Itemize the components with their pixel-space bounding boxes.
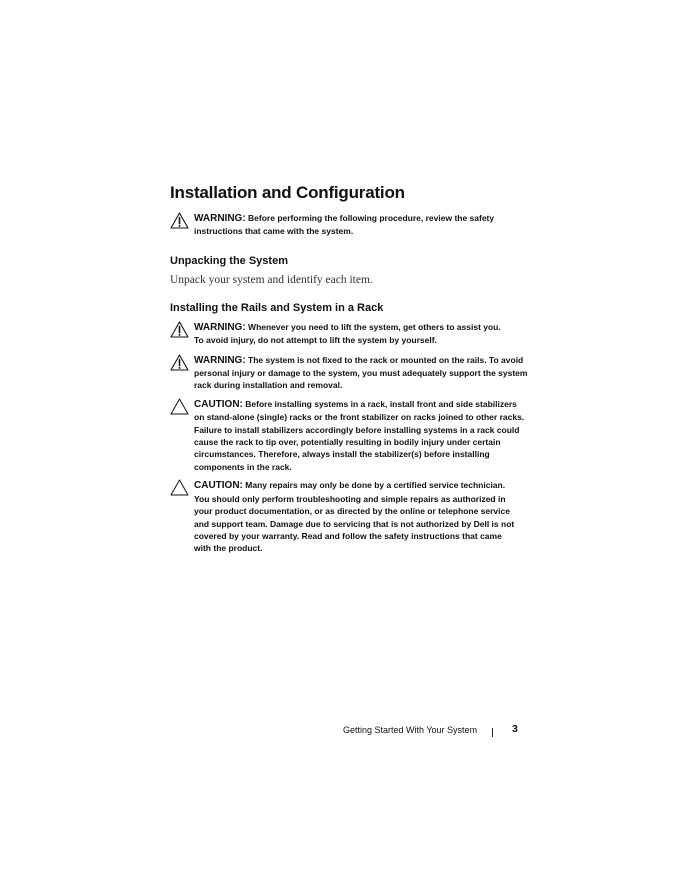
notice-label: CAUTION: [194, 480, 243, 492]
warning-triangle-icon [170, 354, 189, 371]
warning-triangle-icon [170, 212, 189, 229]
unpacking-body: Unpack your system and identify each item. [170, 273, 373, 286]
notice-text: WARNING: The system is not fixed to the rack or mounted on the rails. To avoid personal injury or damage to the system, you must adequately support the system rack during installation and removal. [194, 354, 528, 391]
page-content [170, 182, 530, 555]
rails-caution-stabilizers [170, 398, 530, 473]
intro-warning-notice [170, 212, 530, 238]
notice-label: WARNING: [194, 321, 246, 333]
rails-warning-support [170, 354, 530, 392]
page-number: 3 [512, 723, 518, 735]
page-title: Installation and Configuration [170, 183, 405, 202]
notice-label: CAUTION: [194, 398, 243, 410]
notice-text: WARNING: Before performing the following procedure, review the safety instructions that came with the system. [194, 213, 495, 237]
notice-label: WARNING: [194, 354, 246, 366]
caution-triangle-icon [170, 398, 189, 415]
warning-triangle-icon [170, 321, 189, 338]
rails-warning-lift [170, 321, 530, 347]
footer-title: Getting Started With Your System [343, 725, 478, 735]
notice-text: CAUTION: Before installing systems in a rack, install front and side stabilizers on stand-alone (single) racks or the front stabilizer on racks joined to other racks. Failure to install stabilizers accordingly before installing systems in a rack could cause the rack to tip over, potentially resulting in bodily injury under certain circumstances. Therefore, always install the stabilizer(s) before installing components in the rack. [194, 398, 525, 472]
notice-text: CAUTION: Many repairs may only be done by a certified service technician. You should only perform troubleshooting and simple repairs as authorized in your product documentation, or as directed by the online or telephone service and support team. Damage due to servicing that is not authorized by Dell is not covered by your warranty. Read and follow the safety instructions that came with the product. [194, 480, 515, 554]
notice-label: WARNING: [194, 213, 246, 224]
caution-triangle-icon [170, 479, 189, 496]
section-heading-unpacking: Unpacking the System [170, 254, 288, 267]
footer-separator [492, 728, 493, 737]
notice-text: WARNING: Whenever you need to lift the system, get others to assist you. To avoid injury, do not attempt to lift the system by yourself. [194, 321, 501, 346]
section-heading-rails: Installing the Rails and System in a Rack [170, 301, 384, 314]
rails-caution-repairs [170, 479, 530, 554]
